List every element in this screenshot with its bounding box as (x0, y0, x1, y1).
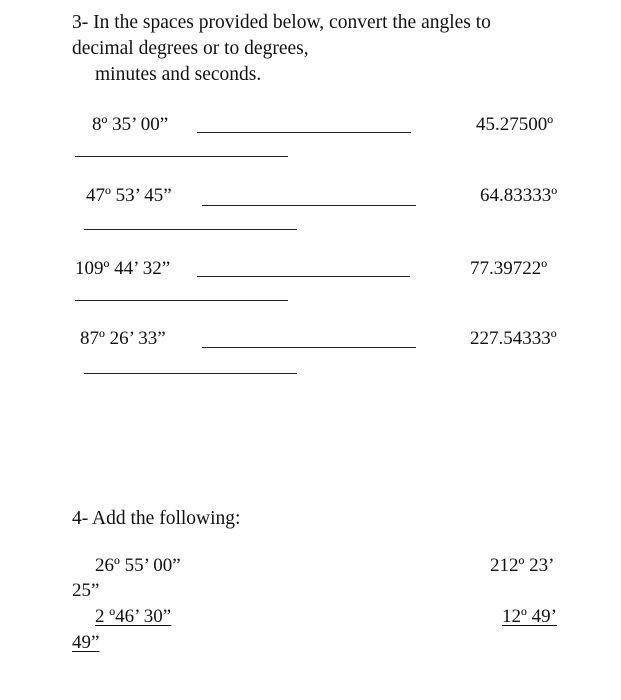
q3-title-line-2: decimal degrees or to degrees, (72, 38, 309, 59)
q3-row-2-dms: 47º 53’ 45” (86, 185, 172, 206)
q3-title-line-1: 3- In the spaces provided below, convert the angles to (72, 12, 491, 33)
q3-row-4-answer-line[interactable] (202, 347, 416, 348)
q3-row-2-answer-line[interactable] (202, 205, 416, 206)
q3-row-4-second-answer-line[interactable] (84, 373, 297, 374)
q3-title-line-3: minutes and seconds. (95, 64, 262, 85)
q3-row-4-dms: 87º 26’ 33” (80, 328, 166, 349)
q4-left-addend-2: 2 º46’ 30” (95, 606, 172, 627)
q3-row-1-decimal: 45.27500º (476, 114, 554, 135)
q3-row-3-decimal: 77.39722º (470, 258, 548, 279)
q3-row-2-decimal: 64.83333º (480, 185, 558, 206)
q3-row-3-second-answer-line[interactable] (75, 300, 288, 301)
q3-row-3-dms: 109º 44’ 32” (75, 258, 171, 279)
q3-row-1-dms: 8º 35’ 00” (92, 114, 169, 135)
q3-row-1-second-answer-line[interactable] (75, 156, 288, 157)
q3-row-3-answer-line[interactable] (197, 276, 410, 277)
q4-right-addend-2: 12º 49’ (502, 606, 557, 627)
q3-row-2-second-answer-line[interactable] (84, 229, 297, 230)
q3-row-1-answer-line[interactable] (197, 132, 411, 133)
q3-row-4-decimal: 227.54333º (470, 328, 557, 349)
q4-left-addend-1-wrap: 25” (72, 580, 100, 601)
q4-left-addend-1: 26º 55’ 00” (95, 555, 181, 576)
q4-left-addend-2-wrap: 49” (72, 632, 100, 653)
q4-title: 4- Add the following: (72, 508, 241, 529)
q4-right-addend-1: 212º 23’ (490, 555, 555, 576)
